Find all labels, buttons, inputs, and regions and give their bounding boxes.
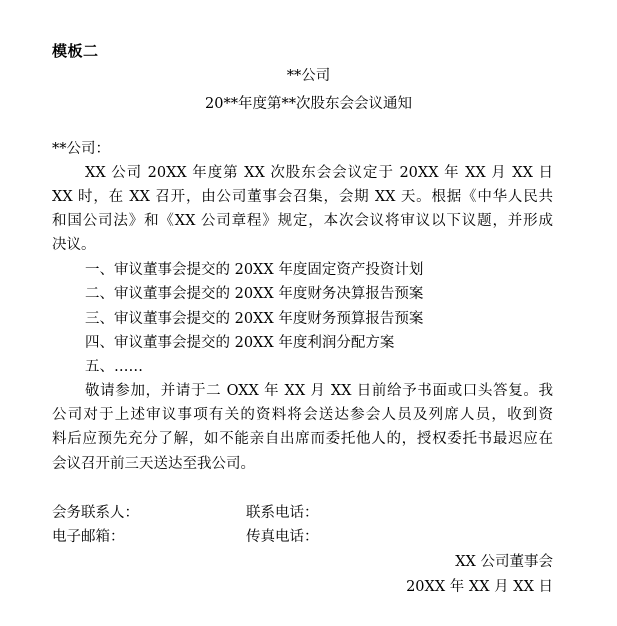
template-label: 模板二 xyxy=(52,42,99,60)
closing-line: 公司对于上述审议事项有关的资料将会送达参会人员及列席人员，收到资 xyxy=(52,407,553,423)
fax-label: 传真电话： xyxy=(246,529,319,545)
email-label: 电子邮箱： xyxy=(52,529,125,545)
agenda-item: 四、审议董事会提交的 20XX 年度利润分配方案 xyxy=(85,335,395,351)
agenda-item: 二、审议董事会提交的 20XX 年度财务决算报告预案 xyxy=(85,286,424,302)
signature-org: XX 公司董事会 xyxy=(455,554,553,570)
agenda-item: 三、审议董事会提交的 20XX 年度财务预算报告预案 xyxy=(85,311,424,327)
contact-person-label: 会务联系人： xyxy=(52,505,139,521)
intro-line: XX 时，在 XX 召开，由公司董事会召集，会期 XX 天。根据《中华人民共 xyxy=(52,189,553,205)
intro-line: XX 公司 20XX 年度第 XX 次股东会会议定于 20XX 年 XX 月 XX 日 xyxy=(85,165,553,181)
phone-label: 联系电话： xyxy=(246,505,319,521)
agenda-item: 五、…… xyxy=(85,359,143,375)
intro-line: 决议。 xyxy=(52,237,96,253)
closing-line: 料后应预先充分了解，如不能亲自出席而委托他人的，授权委托书最迟应在 xyxy=(52,431,553,447)
agenda-item: 一、审议董事会提交的 20XX 年度固定资产投资计划 xyxy=(85,262,424,278)
notice-title: 20**年度第**次股东会会议通知 xyxy=(205,96,412,112)
intro-line: 和国公司法》和《XX 公司章程》规定，本次会议将审议以下议题，并形成 xyxy=(52,213,553,229)
salutation: **公司： xyxy=(52,141,110,157)
closing-line: 敬请参加，并请于二 OXX 年 XX 月 XX 日前给予书面或口头答复。我 xyxy=(85,383,553,399)
signature-date: 20XX 年 XX 月 XX 日 xyxy=(406,579,553,595)
closing-line: 会议召开前三天送达至我公司。 xyxy=(52,456,255,472)
company-name: **公司 xyxy=(286,68,331,84)
